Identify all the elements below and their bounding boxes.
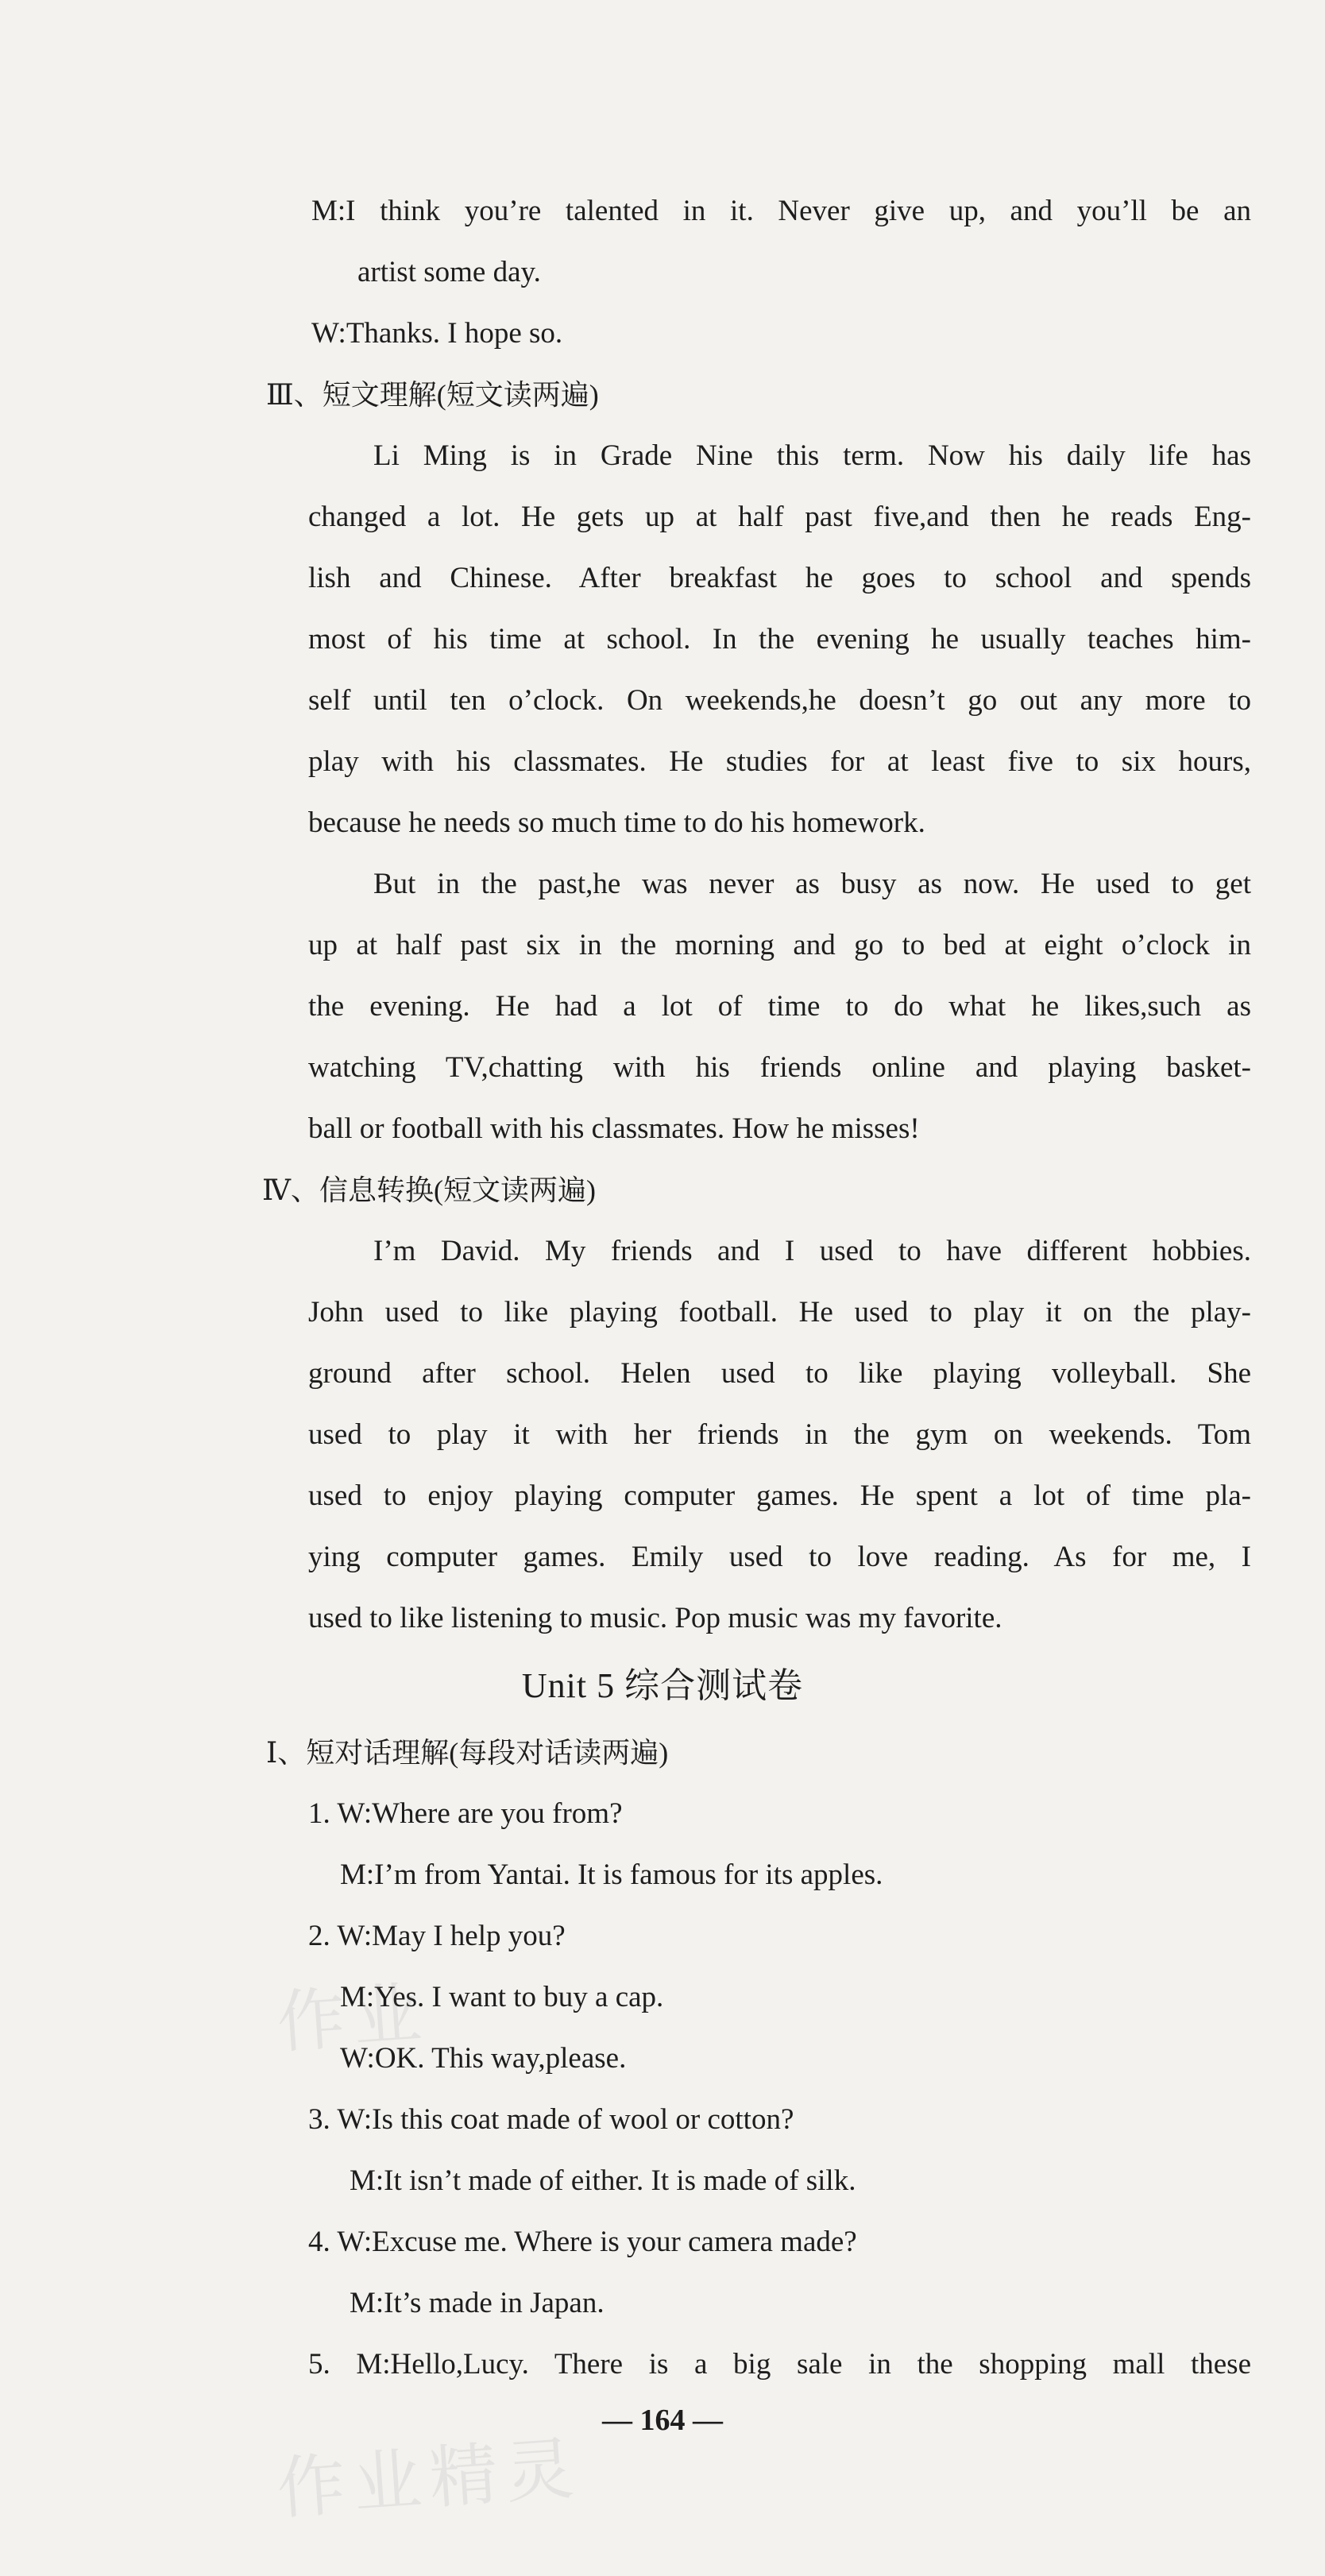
dialogue-item: M:Yes. I want to buy a cap.	[340, 1981, 664, 2013]
paragraph-line: used to enjoy playing computer games. He spent a lot of time pla-	[308, 1479, 1251, 1512]
dialogue-item: M:It’s made in Japan.	[350, 2287, 605, 2319]
dialogue-item: 2. W:May I help you?	[308, 1920, 566, 1952]
paragraph-line: But in the past,he was never as busy as now. He used to get	[373, 868, 1251, 900]
page-number: — 164 —	[602, 2404, 723, 2437]
paragraph-line: because he needs so much time to do his homework.	[308, 806, 925, 839]
paragraph-line: ball or football with his classmates. How he misses!	[308, 1112, 920, 1145]
paragraph-line: ying computer games. Emily used to love reading. As for me, I	[308, 1541, 1251, 1573]
paragraph-line: I’m David. My friends and I used to have different hobbies.	[373, 1235, 1251, 1267]
dialogue-line: artist some day.	[357, 256, 541, 288]
dialogue-item: M:It isn’t made of either. It is made of silk.	[350, 2164, 856, 2197]
paragraph-line: play with his classmates. He studies for at least five to six hours,	[308, 745, 1251, 778]
paragraph-line: John used to like playing football. He used to play it on the play-	[308, 1296, 1251, 1329]
section-1-heading: Ⅰ、短对话理解(每段对话读两遍)	[266, 1737, 669, 1769]
dialogue-item: M:I’m from Yantai. It is famous for its apples.	[340, 1859, 883, 1891]
dialogue-item: W:OK. This way,please.	[340, 2042, 627, 2075]
unit-title: Unit 5 综合测试卷	[521, 1666, 804, 1705]
paragraph-line: Li Ming is in Grade Nine this term. Now his daily life has	[373, 439, 1251, 472]
paragraph-line: lish and Chinese. After breakfast he goes to school and spends	[308, 562, 1251, 594]
dialogue-item: 5. M:Hello,Lucy. There is a big sale in the shopping mall these	[308, 2348, 1251, 2381]
dialogue-line: W:Thanks. I hope so.	[311, 317, 563, 350]
paragraph-line: ground after school. Helen used to like playing volleyball. She	[308, 1357, 1251, 1390]
paragraph-line: changed a lot. He gets up at half past five,and then he reads Eng-	[308, 501, 1251, 533]
paragraph-line: watching TV,chatting with his friends online and playing basket-	[308, 1051, 1251, 1084]
paragraph-line: self until ten o’clock. On weekends,he doesn’t go out any more to	[308, 684, 1251, 717]
paragraph-line: up at half past six in the morning and go to bed at eight o’clock in	[308, 929, 1251, 961]
dialogue-item: 1. W:Where are you from?	[308, 1797, 623, 1830]
paragraph-line: used to play it with her friends in the gym on weekends. Tom	[308, 1418, 1251, 1451]
section-4-heading: Ⅳ、信息转换(短文读两遍)	[262, 1174, 596, 1206]
watermark-text: 作业精灵	[274, 2428, 585, 2530]
dialogue-item: 3. W:Is this coat made of wool or cotton?	[308, 2103, 794, 2136]
paragraph-line: most of his time at school. In the evening he usually teaches him-	[308, 623, 1251, 656]
section-3-heading: Ⅲ、短文理解(短文读两遍)	[266, 379, 599, 411]
watermark-text: 作业	[274, 1973, 432, 2064]
dialogue-line: M:I think you’re talented in it. Never give up, and you’ll be an	[311, 195, 1251, 227]
dialogue-item: 4. W:Excuse me. Where is your camera made?	[308, 2226, 857, 2258]
paragraph-line: the evening. He had a lot of time to do what he likes,such as	[308, 990, 1251, 1023]
paragraph-line: used to like listening to music. Pop music was my favorite.	[308, 1602, 1002, 1634]
